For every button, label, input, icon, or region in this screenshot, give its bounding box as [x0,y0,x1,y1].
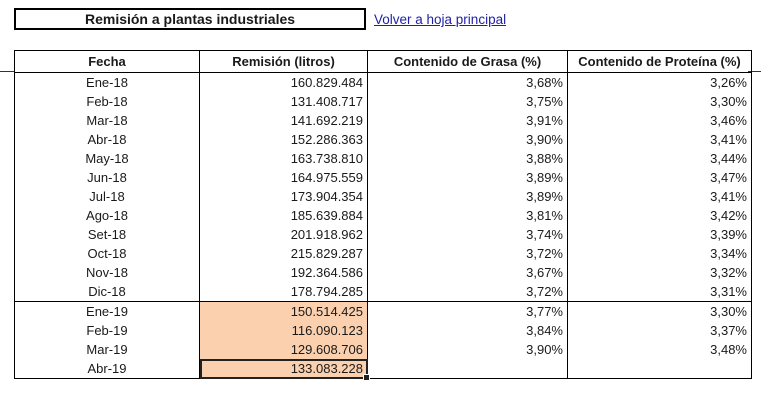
cell-grasa[interactable] [368,359,568,379]
cell-grasa[interactable]: 3,67% [368,263,568,282]
table-header-row [15,51,752,73]
column-header-remision[interactable]: Remisión (litros) [200,51,368,73]
cell-fecha[interactable]: Ago-18 [15,206,200,225]
sheet-title-text: Remisión a plantas industriales [84,11,296,27]
cell-fecha[interactable]: Dic-18 [15,282,200,302]
cell-remision[interactable]: 150.514.425 [200,302,368,322]
cell-grasa[interactable]: 3,89% [368,187,568,206]
cell-proteina[interactable]: 3,46% [568,111,752,130]
table-row [15,111,752,130]
cell-grasa[interactable]: 3,72% [368,282,568,302]
cell-grasa[interactable]: 3,91% [368,111,568,130]
cell-fecha[interactable]: Feb-19 [15,321,200,340]
cell-remision[interactable]: 192.364.586 [200,263,368,282]
cell-fecha[interactable]: Nov-18 [15,263,200,282]
cell-grasa[interactable]: 3,77% [368,302,568,322]
cell-fecha[interactable]: Jul-18 [15,187,200,206]
table-row [15,321,752,340]
table-row [15,73,752,93]
table-row [15,168,752,187]
cell-proteina[interactable]: 3,39% [568,225,752,244]
cell-proteina[interactable]: 3,44% [568,149,752,168]
table-row [15,149,752,168]
cell-proteina[interactable]: 3,42% [568,206,752,225]
cell-proteina[interactable] [568,359,752,379]
column-header-grasa[interactable]: Contenido de Grasa (%) [368,51,568,73]
cell-fecha[interactable]: Abr-19 [15,359,200,379]
table-body [15,73,752,379]
cell-remision[interactable]: 152.286.363 [200,130,368,149]
cell-fecha[interactable]: Ene-18 [15,73,200,93]
cell-remision[interactable]: 141.692.219 [200,111,368,130]
cell-proteina[interactable]: 3,37% [568,321,752,340]
cell-proteina[interactable]: 3,48% [568,340,752,359]
cell-remision[interactable]: 201.918.962 [200,225,368,244]
table-row [15,130,752,149]
table-row [15,263,752,282]
cell-grasa[interactable]: 3,89% [368,168,568,187]
cell-fecha[interactable]: May-18 [15,149,200,168]
cell-remision[interactable]: 164.975.559 [200,168,368,187]
table-row [15,282,752,302]
cell-grasa[interactable]: 3,88% [368,149,568,168]
table-row [15,302,752,322]
cell-remision[interactable]: 163.738.810 [200,149,368,168]
cell-remision-selected[interactable]: 133.083.228 [200,359,368,379]
cell-proteina[interactable]: 3,41% [568,187,752,206]
cell-fecha[interactable]: Oct-18 [15,244,200,263]
cell-proteina[interactable]: 3,26% [568,73,752,93]
cell-fecha[interactable]: Ene-19 [15,302,200,322]
cell-proteina[interactable]: 3,41% [568,130,752,149]
cell-proteina[interactable]: 3,30% [568,302,752,322]
cell-remision[interactable]: 131.408.717 [200,92,368,111]
column-header-proteina[interactable]: Contenido de Proteína (%) [568,51,752,73]
cell-remision[interactable]: 173.904.354 [200,187,368,206]
cell-fecha[interactable]: Mar-19 [15,340,200,359]
cell-remision[interactable]: 185.639.884 [200,206,368,225]
cell-proteina[interactable]: 3,47% [568,168,752,187]
cell-fecha[interactable]: Feb-18 [15,92,200,111]
cell-grasa[interactable]: 3,84% [368,321,568,340]
cell-grasa[interactable]: 3,68% [368,73,568,93]
column-header-fecha[interactable]: Fecha [15,51,200,73]
table-row [15,359,752,379]
fill-handle[interactable] [363,374,370,381]
cell-fecha[interactable]: Abr-18 [15,130,200,149]
cell-remision[interactable]: 160.829.484 [200,73,368,93]
sheet-title [14,8,366,30]
cell-proteina[interactable]: 3,30% [568,92,752,111]
cell-remision[interactable]: 129.608.706 [200,340,368,359]
cell-grasa[interactable]: 3,72% [368,244,568,263]
table-row [15,187,752,206]
table-row [15,92,752,111]
gridline-left [0,71,14,72]
cell-fecha[interactable]: Set-18 [15,225,200,244]
cell-fecha[interactable]: Mar-18 [15,111,200,130]
cell-grasa[interactable]: 3,81% [368,206,568,225]
table-row [15,225,752,244]
cell-grasa[interactable]: 3,75% [368,92,568,111]
cell-remision[interactable]: 116.090.123 [200,321,368,340]
cell-fecha[interactable]: Jun-18 [15,168,200,187]
table-row [15,206,752,225]
cell-proteina[interactable]: 3,31% [568,282,752,302]
cell-grasa[interactable]: 3,90% [368,130,568,149]
remision-table [14,50,752,379]
cell-grasa[interactable]: 3,90% [368,340,568,359]
table-row [15,244,752,263]
cell-proteina[interactable]: 3,34% [568,244,752,263]
table-row [15,340,752,359]
cell-remision[interactable]: 215.829.287 [200,244,368,263]
cell-remision[interactable]: 178.794.285 [200,282,368,302]
cell-grasa[interactable]: 3,74% [368,225,568,244]
back-to-main-sheet-link[interactable]: Volver a hoja principal [374,12,507,27]
cell-proteina[interactable]: 3,32% [568,263,752,282]
